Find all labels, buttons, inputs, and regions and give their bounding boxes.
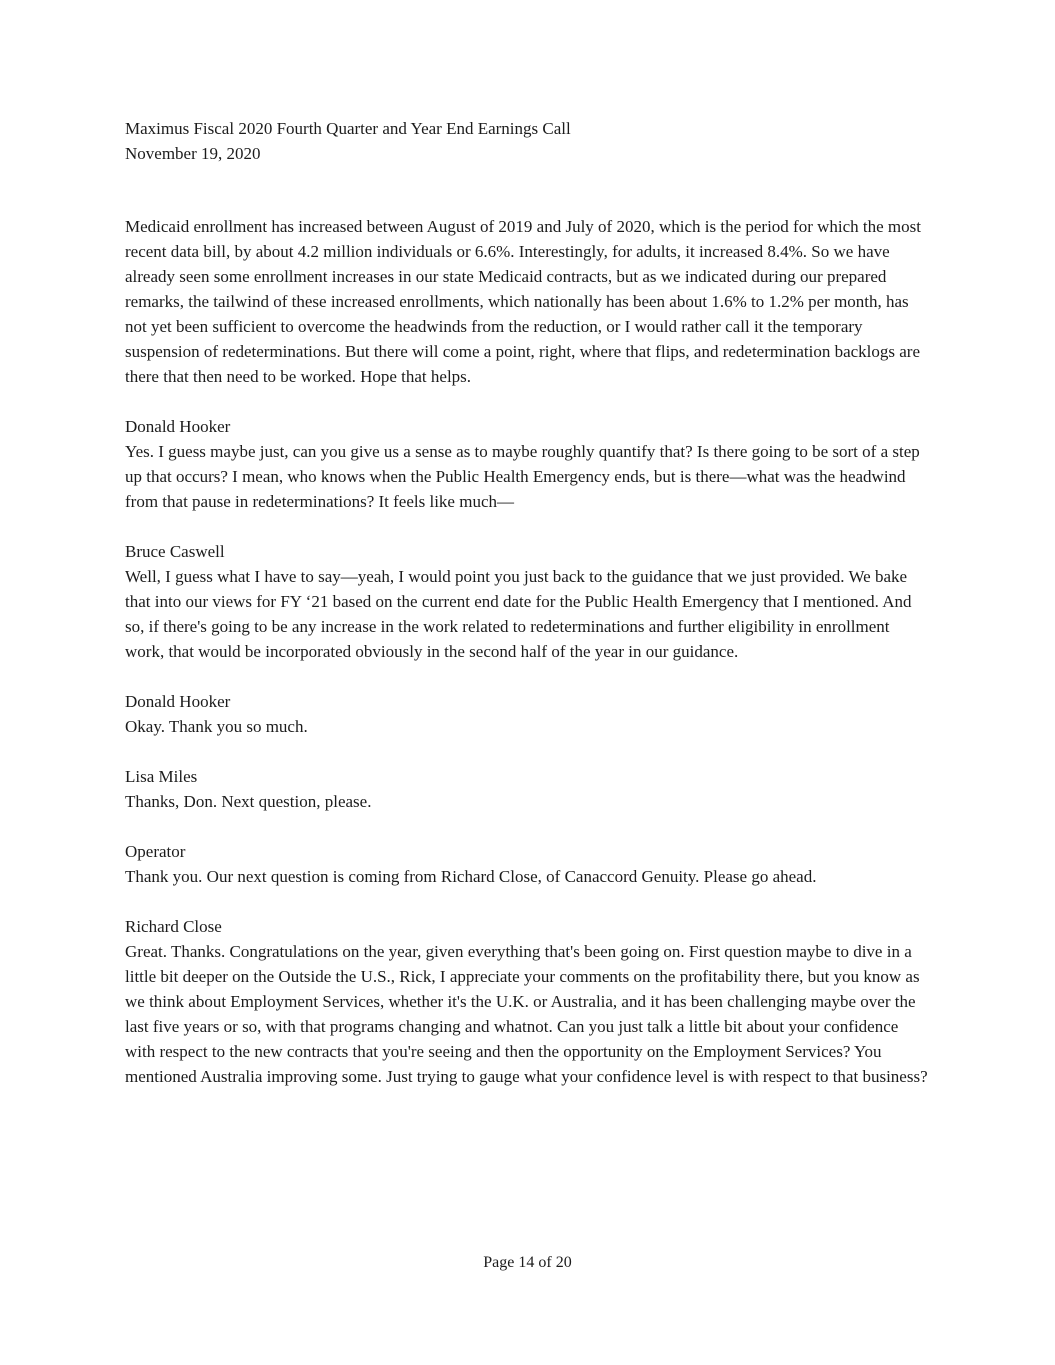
speaker-name: Richard Close bbox=[125, 917, 222, 936]
speech-text: Thank you. Our next question is coming from Richard Close, of Canaccord Genuity. Please go ahead. bbox=[125, 867, 817, 886]
speaker-name: Donald Hooker bbox=[125, 692, 231, 711]
speaker-name: Operator bbox=[125, 842, 186, 861]
speaker-name: Bruce Caswell bbox=[125, 542, 225, 561]
call-date: November 19, 2020 bbox=[125, 144, 261, 163]
transcript-block bbox=[125, 914, 930, 1089]
call-title: Maximus Fiscal 2020 Fourth Quarter and Year End Earnings Call bbox=[125, 119, 571, 138]
speaker-name: Lisa Miles bbox=[125, 767, 198, 786]
transcript-block bbox=[125, 539, 930, 664]
speech-text: Well, I guess what I have to say—yeah, I would point you just back to the guidance that we just provided. We bake that into our views for FY ‘21 based on the current end date for the Public Health Emergency that I mentioned. And so, if there's going to be any increase in the work related to redeterminations and further eligibility in enrollment work, that would be incorporated obviously in the second half of the year in our guidance. bbox=[125, 567, 912, 661]
transcript-block bbox=[125, 414, 930, 514]
speaker-name: Donald Hooker bbox=[125, 417, 231, 436]
speech-text: Okay. Thank you so much. bbox=[125, 717, 308, 736]
transcript-block bbox=[125, 764, 930, 814]
speech-text: Great. Thanks. Congratulations on the year, given everything that's been going on. First question maybe to dive in a little bit deeper on the Outside the U.S., Rick, I appreciate your comments on the profitability there, but you know as we think about Employment Services, whether it's the U.K. or Australia, and it has been challenging maybe over the last five years or so, with that programs changing and whatnot. Can you just talk a little bit about your confidence with respect to the new contracts that you're seeing and then the opportunity on the Employment Services? You mentioned Australia improving some. Just trying to gauge what your confidence level is with respect to that business? bbox=[125, 942, 928, 1086]
transcript bbox=[125, 214, 930, 1089]
transcript-block bbox=[125, 689, 930, 739]
speech-text: Medicaid enrollment has increased between August of 2019 and July of 2020, which is the period for which the most recent data bill, by about 4.2 million individuals or 6.6%. Interestingly, for adults, it increased 8.4%. So we have already seen some enrollment increases in our state Medicaid contracts, but as we indicated during our prepared remarks, the tailwind of these increased enrollments, which nationally has been about 1.6% to 1.2% per month, has not yet been sufficient to overcome the headwinds from the reduction, or I would rather call it the temporary suspension of redeterminations. But there will come a point, right, where that flips, and redetermination backlogs are there that then need to be worked. Hope that helps. bbox=[125, 217, 921, 386]
speech-text: Yes. I guess maybe just, can you give us a sense as to maybe roughly quantify that? Is there going to be sort of a step up that occurs? I mean, who knows when the Public Health Emergency ends, but is there—what was the headwind from that pause in redeterminations? It feels like much— bbox=[125, 442, 920, 511]
document-header bbox=[125, 116, 930, 166]
page-footer bbox=[0, 1253, 1055, 1273]
speech-text: Thanks, Don. Next question, please. bbox=[125, 792, 372, 811]
transcript-block bbox=[125, 839, 930, 889]
page-number: Page 14 of 20 bbox=[483, 1254, 572, 1271]
transcript-block bbox=[125, 214, 930, 389]
